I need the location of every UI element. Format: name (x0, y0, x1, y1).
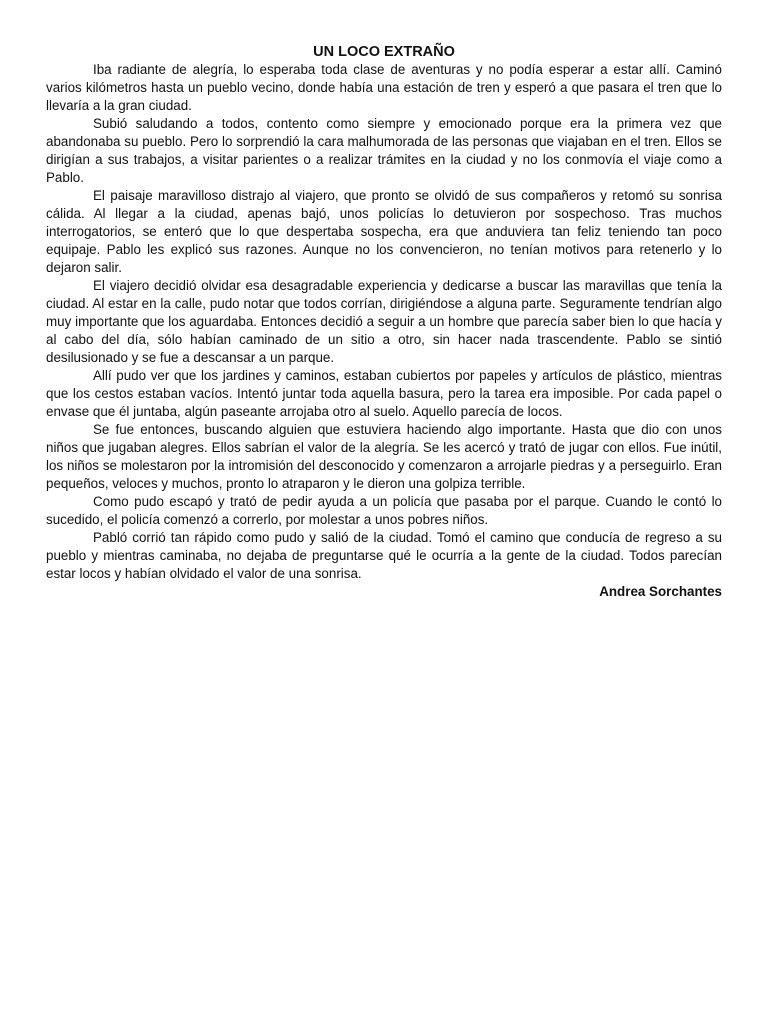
paragraph-6: Se fue entonces, buscando alguien que estuviera haciendo algo importante. Hasta que dio con unos niños que jugaban alegres. Ellos sabrían el valor de la alegría. Se les acercó y trató de jugar con ellos. Fue inútil, los niños se molestaron por la intromisión del desconocido y comenzaron a arrojarle piedras y a perseguirlo. Eran pequeños, veloces y muchos, pronto lo atraparon y le dieron una golpiza terrible. (46, 422, 722, 491)
document-page (46, 43, 722, 601)
paragraph-1: Iba radiante de alegría, lo esperaba toda clase de aventuras y no podía esperar a estar allí. Caminó varios kilómetros hasta un pueblo vecino, donde había una estación de tren y esperó a que pasara el tren que lo llevaría a la gran ciudad. (46, 62, 722, 113)
paragraph-5: Allí pudo ver que los jardines y caminos, estaban cubiertos por papeles y artículos de plástico, mientras que los cestos estaban vacíos. Intentó juntar toda aquella basura, pero la tarea era imposible. Por cada papel o envase que él juntaba, algún paseante arrojaba otro al suelo. Aquello parecía de locos. (46, 368, 722, 419)
paragraph-7: Como pudo escapó y trató de pedir ayuda a un policía que pasaba por el parque. Cuando le contó lo sucedido, el policía comenzó a correrlo, por molestar a unos pobres niños. (46, 494, 722, 527)
author-name: Andrea Sorchantes (599, 584, 722, 599)
story-title: UN LOCO EXTRAÑO (313, 44, 455, 60)
paragraph-2: Subió saludando a todos, contento como siempre y emocionado porque era la primera vez que abandonaba su pueblo. Pero lo sorprendió la cara malhumorada de las personas que viajaban en el tren. Ellos se dirigían a sus trabajos, a visitar parientes o a realizar trámites en la ciudad y no los conmovía el viaje como a Pablo. (46, 116, 722, 185)
paragraph-3: El paisaje maravilloso distrajo al viajero, que pronto se olvidó de sus compañeros y retomó su sonrisa cálida. Al llegar a la ciudad, apenas bajó, unos policías lo detuvieron por sospechoso. Tras muchos interrogatorios, se enteró que lo que despertaba sospecha, era que anduviera tan feliz teniendo tan poco equipaje. Pablo les explicó sus razones. Aunque no los convencieron, no tenían motivos para retenerlo y lo dejaron salir. (46, 188, 722, 275)
story-body (46, 61, 722, 583)
paragraph-8: Pabló corrió tan rápido como pudo y salió de la ciudad. Tomó el camino que conducía de regreso a su pueblo y mientras caminaba, no dejaba de preguntarse qué le ocurría a la gente de la ciudad. Todos parecían estar locos y habían olvidado el valor de una sonrisa. (46, 530, 722, 581)
paragraph-4: El viajero decidió olvidar esa desagradable experiencia y dedicarse a buscar las maravillas que tenía la ciudad. Al estar en la calle, pudo notar que todos corrían, dirigiéndose a alguna parte. Seguramente tendrían algo muy importante que los aguardaba. Entonces decidió a seguir a un hombre que parecía saber bien lo que hacía y al cabo del día, sólo habían caminado de un sitio a otro, sin hacer nada trascendente. Pablo se sintió desilusionado y se fue a descansar a un parque. (46, 278, 722, 365)
